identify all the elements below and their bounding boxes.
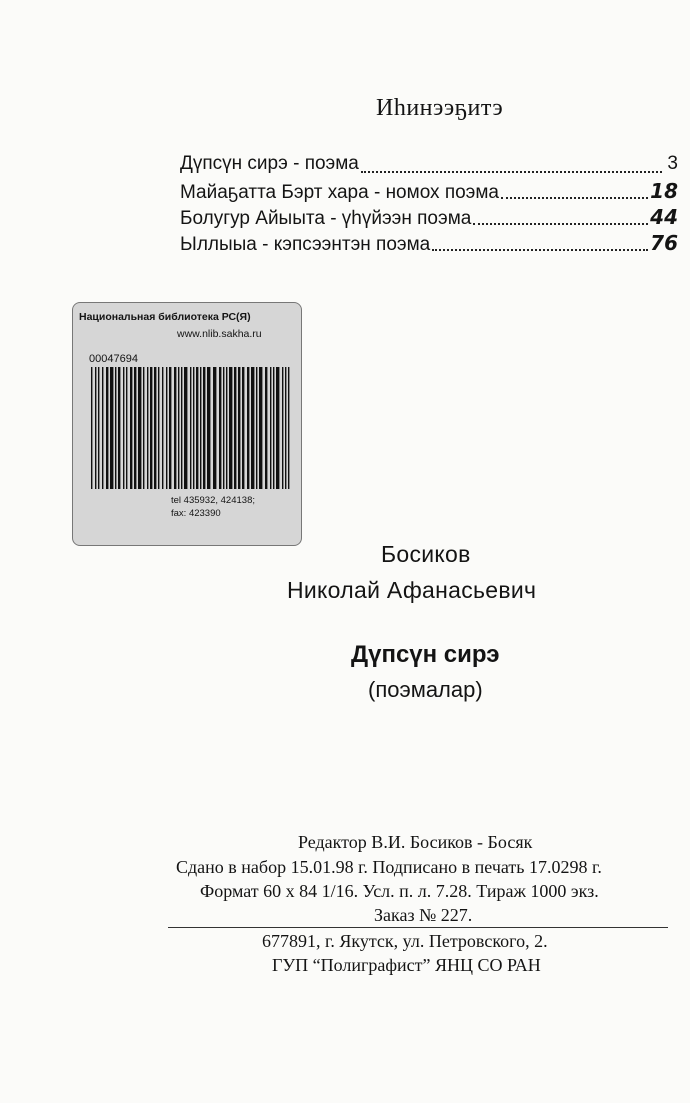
barcode-bar [98,367,99,489]
barcode-bar [118,367,120,489]
barcode-bar [219,367,221,489]
barcode-bar [282,367,283,489]
library-tel: tel 435932, 424138; [171,495,255,506]
imprint-editor: Редактор В.И. Босиков - Босяк [298,832,533,852]
barcode-bar [95,367,96,489]
barcode-bar [276,367,279,489]
imprint-order: Заказ № 227. [374,905,473,925]
barcode-bar [150,367,152,489]
author-full-name: Николай Афанасьевич [287,577,537,603]
library-fax: fax: 423390 [171,508,221,519]
toc-entry [180,205,678,231]
toc-entry-title: Майаҕатта Бэрт хара - номох поэма [180,182,500,203]
barcode-bar [166,367,167,489]
imprint-divider [168,927,668,928]
author-last-name: Босиков [381,541,471,567]
barcode-bar [259,367,262,489]
barcode-bar [102,367,103,489]
barcode-bar [256,367,257,489]
barcode-bar [178,367,179,489]
toc-entry [180,231,678,257]
toc-entry-page: 3 [667,153,678,174]
barcode-bar [273,367,274,489]
toc-entry-page-handwritten: 76 [650,231,678,255]
toc-entry-title: Болугур Айыыта - үһүйээн поэма [180,208,472,229]
barcode-bar [134,367,136,489]
imprint-address: 677891, г. Якутск, ул. Петровского, 2. [262,931,548,951]
toc-entry-title: Ыллыыа - кэпсээнтэн поэма [180,234,431,255]
library-name: Национальная библиотека РС(Я) [79,311,251,323]
toc-leader-dots [361,171,662,173]
barcode-bar [174,367,176,489]
barcode-bar [270,367,271,489]
barcode-bar [143,367,144,489]
barcode-bar [158,367,159,489]
barcode-bar [193,367,194,489]
toc-entry [180,153,678,179]
library-barcode-sticker [72,302,302,546]
library-url: www.nlib.sakha.ru [177,328,262,340]
imprint-format: Формат 60 х 84 1/16. Усл. п. л. 7.28. Тираж 1000 экз. [200,881,599,901]
barcode-bar [91,367,92,489]
barcode-bar [207,367,210,489]
imprint-printer: ГУП “Полиграфист” ЯНЦ СО РАН [272,955,541,975]
barcode-bar [251,367,254,489]
barcode-bar [226,367,227,489]
book-title: Дүпсүн сирэ [351,641,500,668]
barcode-bar [154,367,156,489]
barcode-bar [203,367,205,489]
barcode-bar [138,367,141,489]
barcode-bar [196,367,198,489]
barcode-bar [115,367,116,489]
barcode-bar [126,367,127,489]
barcode-bar [247,367,249,489]
barcode-bar [123,367,124,489]
barcode-bar [285,367,286,489]
barcode-bar [229,367,232,489]
toc-title: Иһинээҕитэ [376,95,504,121]
barcode-bar [162,367,163,489]
table-of-contents [180,153,678,257]
toc-entry-title: Дүпсүн сирэ - поэма [180,153,359,174]
toc-entry [180,179,678,205]
barcode-bar [213,367,216,489]
barcode-bar [223,367,224,489]
toc-leader-dots [432,249,648,251]
barcode-number: 00047694 [89,353,138,365]
toc-entry-page-handwritten: 44 [650,205,678,229]
barcode-bar [110,367,113,489]
imprint-dates: Сдано в набор 15.01.98 г. Подписано в печать 17.0298 г. [176,857,602,877]
barcode-bar [184,367,187,489]
barcode-bar [242,367,244,489]
barcode-bar [200,367,201,489]
toc-entry-page-handwritten: 18 [650,179,678,203]
barcode-bar [190,367,191,489]
book-subtitle: (поэмалар) [368,677,483,702]
barcode-bar [234,367,236,489]
barcode-icon [91,367,291,489]
barcode-bar [181,367,182,489]
barcode-bar [169,367,171,489]
toc-leader-dots [473,223,648,225]
barcode-bar [288,367,289,489]
barcode-bar [130,367,132,489]
barcode-bar [265,367,267,489]
toc-leader-dots [501,197,648,199]
barcode-bar [106,367,108,489]
barcode-bar [147,367,148,489]
barcode-bar [238,367,240,489]
